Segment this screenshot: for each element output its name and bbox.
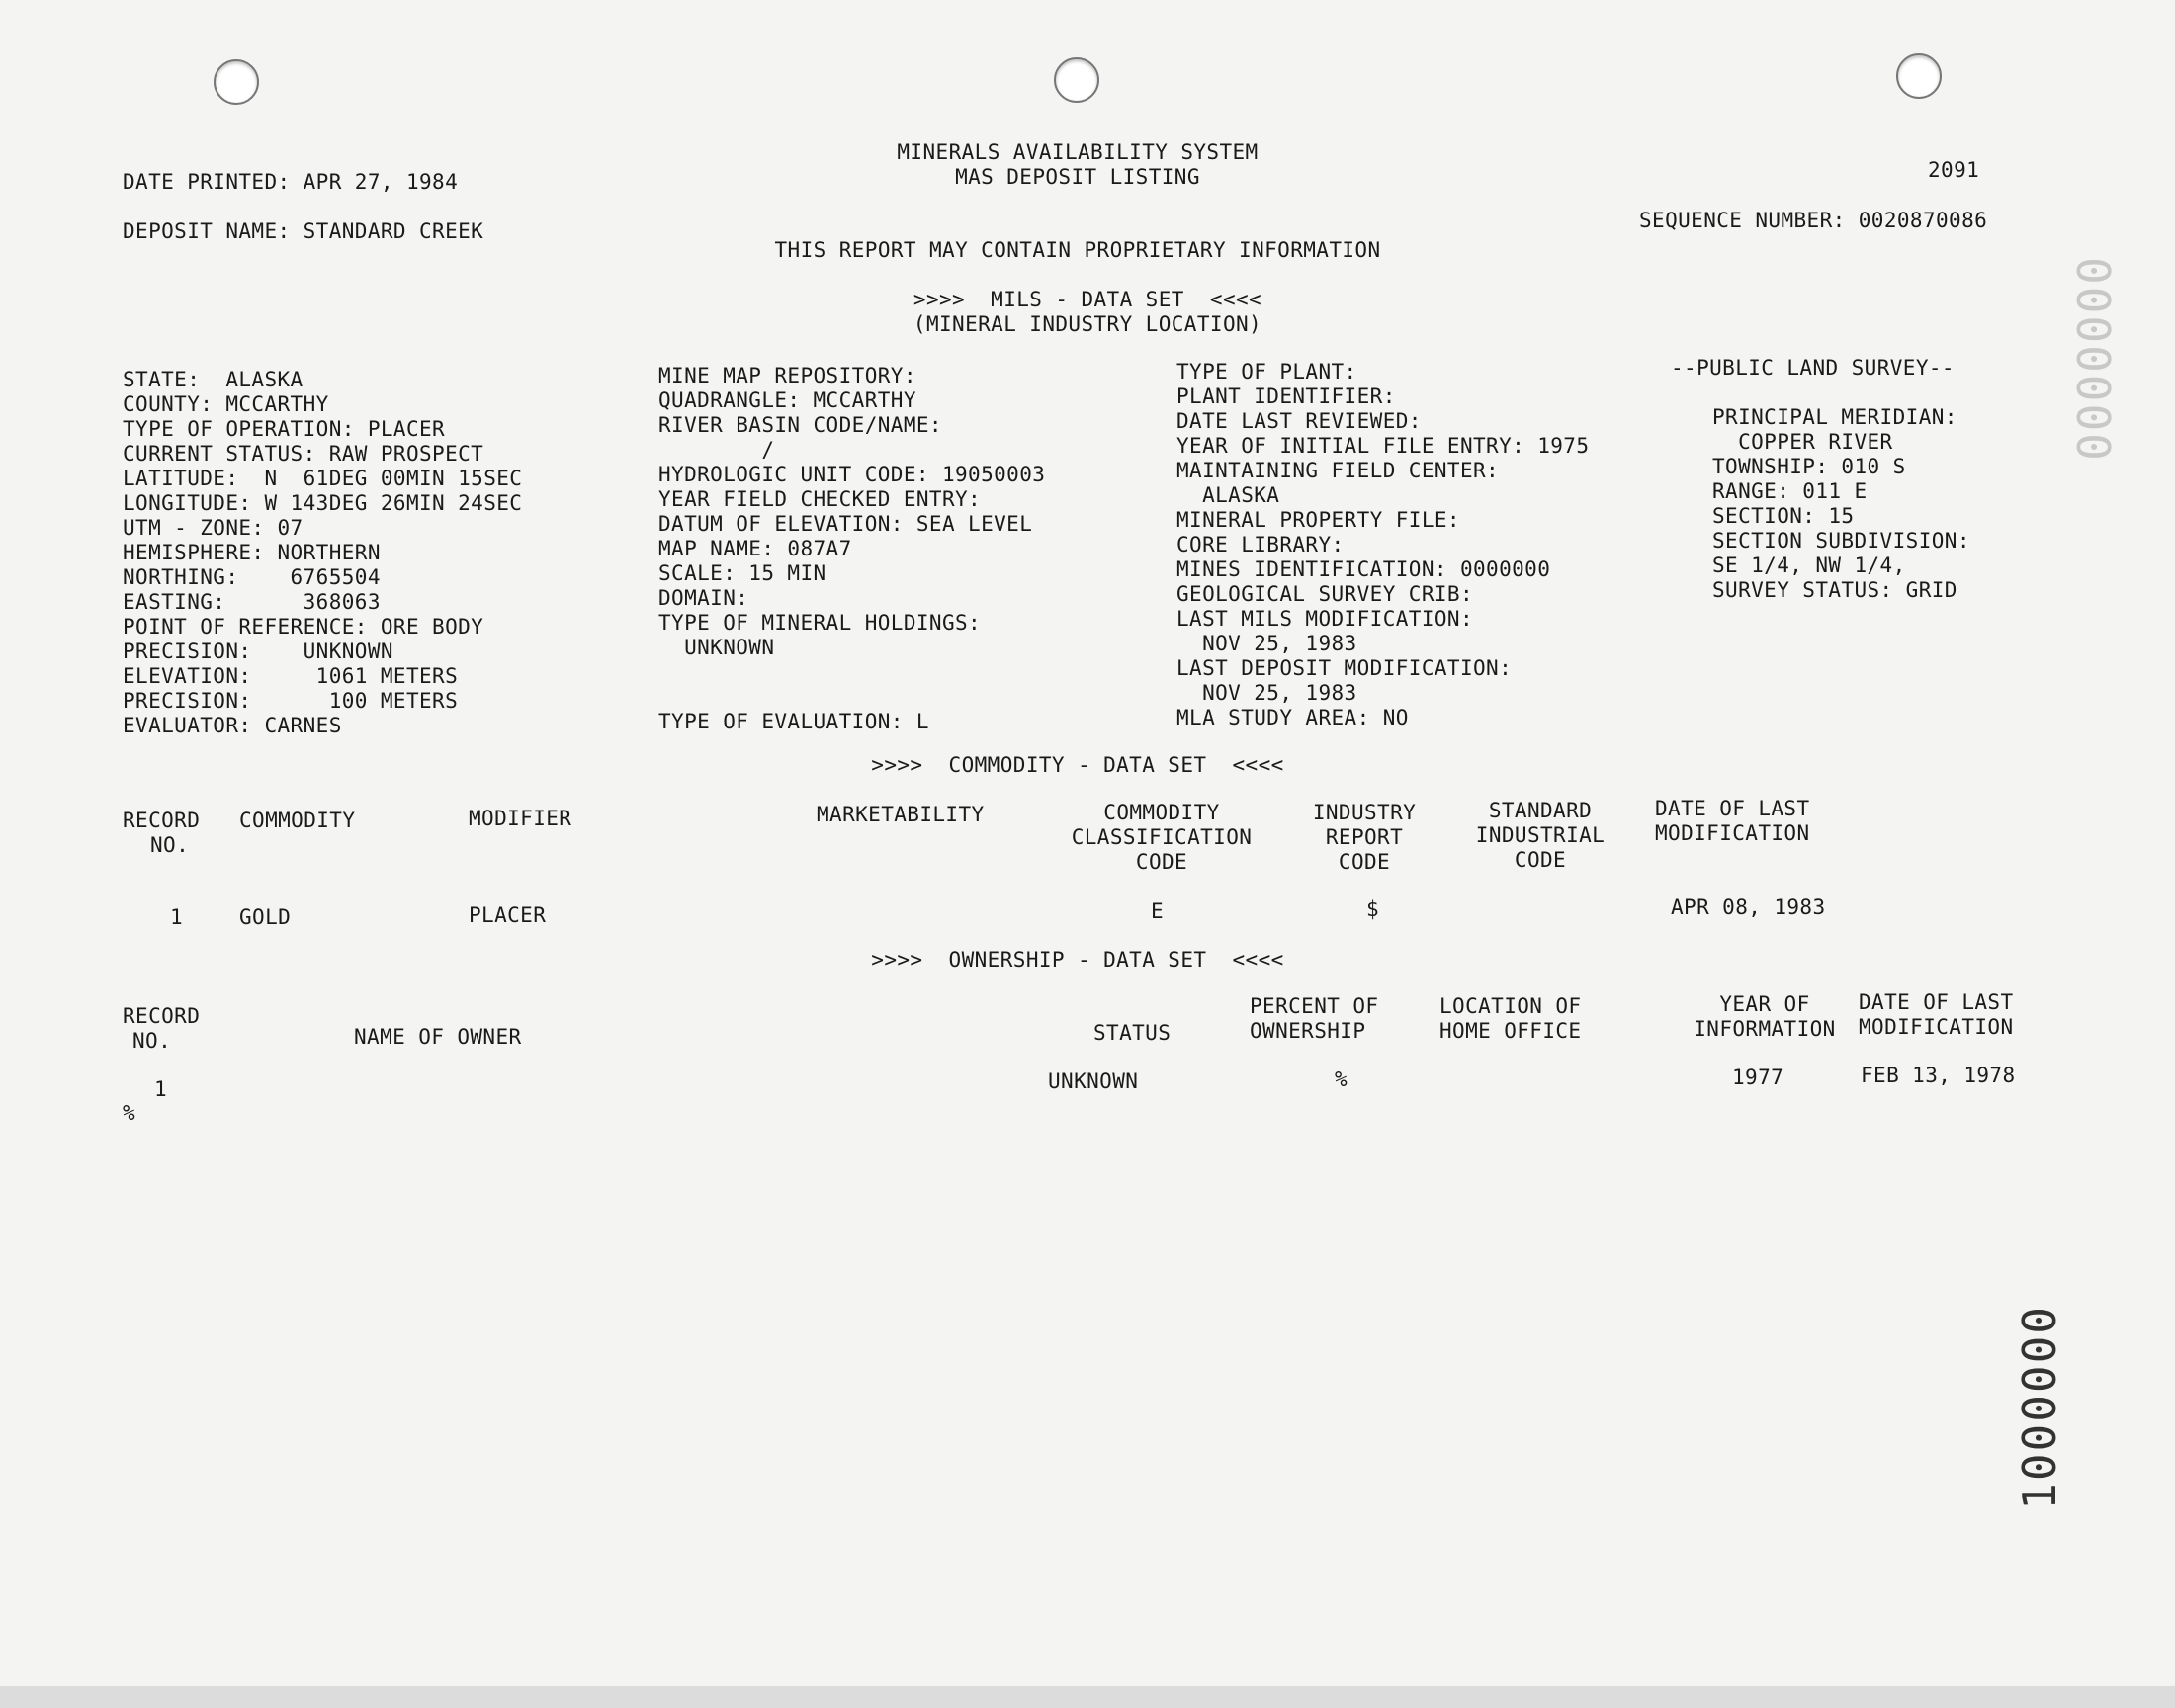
header-line: RECORD: [123, 1004, 201, 1028]
field-line: SE 1/4, NW 1/4,: [1712, 554, 1906, 577]
field-line: DOMAIN:: [658, 586, 749, 610]
page-number: 2091: [1928, 158, 1980, 182]
commodity-row-industry: $: [1366, 897, 1380, 921]
field-line: YEAR FIELD CHECKED ENTRY:: [658, 487, 982, 511]
listing-title: MAS DEPOSIT LISTING: [955, 165, 1200, 189]
field-line: UTM - ZONE: 07: [123, 516, 304, 540]
field-line: MINES IDENTIFICATION: 0000000: [1176, 557, 1551, 581]
ownership-header-lastmod: [1859, 990, 2014, 1040]
commodity-header-classification: [1048, 801, 1275, 875]
public-land-survey-column: [1712, 405, 1970, 603]
field-line: MAP NAME: 087A7: [658, 537, 852, 560]
header-line: CODE: [1514, 848, 1567, 872]
header-line: LOCATION OF: [1439, 994, 1582, 1018]
header-line: OWNERSHIP: [1250, 1019, 1366, 1043]
punch-hole-right: [1896, 53, 1942, 99]
field-line: LATITUDE: N 61DEG 00MIN 15SEC: [123, 467, 523, 490]
field-line: MINERAL PROPERTY FILE:: [1176, 508, 1460, 532]
field-line: /: [658, 438, 775, 462]
field-line: TYPE OF OPERATION: PLACER: [123, 417, 446, 441]
commodity-section-title: >>>> COMMODITY - DATA SET <<<<: [871, 753, 1284, 777]
ownership-row-status: UNKNOWN: [1048, 1069, 1139, 1093]
field-line: QUADRANGLE: MCCARTHY: [658, 388, 916, 412]
mils-section-subtitle: (MINERAL INDUSTRY LOCATION): [913, 312, 1262, 336]
field-line: RANGE: 011 E: [1712, 479, 1868, 503]
field-line: CURRENT STATUS: RAW PROSPECT: [123, 442, 484, 466]
field-line: TYPE OF MINERAL HOLDINGS:: [658, 611, 982, 635]
field-line: PLANT IDENTIFIER:: [1176, 384, 1396, 408]
header-line: YEAR OF: [1719, 992, 1810, 1016]
mils-map-column: [658, 364, 1045, 734]
stamp-number-top: 0000000: [2066, 257, 2120, 463]
punch-hole-center: [1054, 57, 1099, 103]
field-line: SECTION: 15: [1712, 504, 1855, 528]
field-line: SURVEY STATUS: GRID: [1712, 578, 1958, 602]
commodity-row-commodity: GOLD: [239, 905, 292, 929]
field-line: MLA STUDY AREA: NO: [1176, 706, 1409, 729]
deposit-name: DEPOSIT NAME: STANDARD CREEK: [123, 219, 484, 243]
field-line: TYPE OF EVALUATION: L: [658, 710, 929, 733]
header-line: RECORD: [123, 809, 201, 832]
field-line: [658, 685, 1045, 710]
field-line: LAST DEPOSIT MODIFICATION:: [1176, 656, 1513, 680]
header-line: INDUSTRY: [1312, 801, 1417, 824]
commodity-header-industry: [1285, 801, 1443, 875]
field-line: DATUM OF ELEVATION: SEA LEVEL: [658, 512, 1033, 536]
field-line: DATE LAST REVIEWED:: [1176, 409, 1422, 433]
field-line: YEAR OF INITIAL FILE ENTRY: 1975: [1176, 434, 1590, 458]
field-line: SCALE: 15 MIN: [658, 561, 826, 585]
header-line: PERCENT OF: [1250, 994, 1379, 1018]
header-line: CODE: [1135, 850, 1188, 874]
date-printed: DATE PRINTED: APR 27, 1984: [123, 170, 459, 194]
page-bottom-edge: [0, 1686, 2175, 1708]
commodity-header-sic: [1459, 799, 1621, 873]
field-line: CORE LIBRARY:: [1176, 533, 1345, 556]
header-line: STANDARD: [1488, 799, 1593, 822]
field-line: GEOLOGICAL SURVEY CRIB:: [1176, 582, 1473, 606]
header-line: CLASSIFICATION: [1071, 825, 1253, 849]
ownership-header-year: [1681, 992, 1849, 1042]
ownership-section-title: >>>> OWNERSHIP - DATA SET <<<<: [871, 948, 1284, 972]
proprietary-notice: THIS REPORT MAY CONTAIN PROPRIETARY INFORMATION: [774, 238, 1381, 262]
field-line: LAST MILS MODIFICATION:: [1176, 607, 1473, 631]
ownership-header-status: STATUS: [1093, 1021, 1172, 1045]
ownership-row-percent: %: [1335, 1068, 1348, 1091]
header-line: INDUSTRIAL: [1475, 823, 1606, 847]
field-line: UNKNOWN: [658, 636, 775, 659]
field-line: NORTHING: 6765504: [123, 565, 381, 589]
ownership-header-record: [123, 1004, 200, 1054]
field-line: TOWNSHIP: 010 S: [1712, 455, 1906, 478]
header-line: DATE OF LAST: [1655, 797, 1810, 820]
header-line: DATE OF LAST: [1859, 990, 2014, 1014]
stamp-number-bottom: 1000000: [2013, 1305, 2066, 1510]
field-line: HEMISPHERE: NORTHERN: [123, 541, 381, 564]
field-line: HYDROLOGIC UNIT CODE: 19050003: [658, 463, 1046, 486]
system-title: MINERALS AVAILABILITY SYSTEM: [897, 140, 1259, 164]
header-line: CODE: [1338, 850, 1391, 874]
field-line: ALASKA: [1176, 483, 1280, 507]
mils-location-column: [123, 368, 522, 738]
field-line: NOV 25, 1983: [1176, 632, 1357, 655]
commodity-row-classification: E: [1151, 899, 1165, 923]
field-line: SECTION SUBDIVISION:: [1712, 529, 1970, 553]
ownership-header-location: [1439, 994, 1581, 1044]
header-line: HOME OFFICE: [1439, 1019, 1582, 1043]
field-line: STATE: ALASKA: [123, 368, 304, 391]
ownership-header-percent: [1250, 994, 1378, 1044]
mils-section-title: >>>> MILS - DATA SET <<<<: [913, 288, 1262, 311]
field-line: EASTING: 368063: [123, 590, 381, 614]
header-line: REPORT: [1325, 825, 1404, 849]
header-line: NO.: [150, 833, 190, 857]
field-line: POINT OF REFERENCE: ORE BODY: [123, 615, 484, 639]
field-line: EVALUATOR: CARNES: [123, 714, 342, 737]
commodity-row-lastmod: APR 08, 1983: [1671, 896, 1826, 919]
header-line: INFORMATION: [1694, 1017, 1836, 1041]
field-line: LONGITUDE: W 143DEG 26MIN 24SEC: [123, 491, 523, 515]
sequence-number: SEQUENCE NUMBER: 0020870086: [1639, 209, 1988, 232]
field-line: MINE MAP REPOSITORY:: [658, 364, 916, 387]
field-line: TYPE OF PLANT:: [1176, 360, 1357, 384]
commodity-header-commodity: COMMODITY: [239, 809, 356, 832]
field-line: PRECISION: 100 METERS: [123, 689, 459, 713]
header-line: COMMODITY: [1103, 801, 1220, 824]
ownership-header-name: NAME OF OWNER: [354, 1025, 522, 1049]
commodity-row-record: 1: [170, 905, 184, 929]
commodity-header-record: [123, 809, 200, 858]
field-line: ELEVATION: 1061 METERS: [123, 664, 459, 688]
commodity-header-modifier: MODIFIER: [469, 807, 572, 830]
field-line: PRINCIPAL MERIDIAN:: [1712, 405, 1958, 429]
header-line: MODIFICATION: [1655, 821, 1810, 845]
public-land-survey-title: --PUBLIC LAND SURVEY--: [1671, 356, 1955, 380]
field-line: NOV 25, 1983: [1176, 681, 1357, 705]
commodity-header-marketability: MARKETABILITY: [817, 803, 985, 826]
mils-plant-column: [1176, 360, 1589, 730]
field-line: COPPER RIVER: [1712, 430, 1893, 454]
field-line: RIVER BASIN CODE/NAME:: [658, 413, 942, 437]
punch-hole-left: [214, 59, 259, 105]
ownership-row-record: 1: [154, 1077, 168, 1101]
commodity-header-lastmod: [1655, 797, 1810, 846]
field-line: PRECISION: UNKNOWN: [123, 640, 393, 663]
commodity-row-modifier: PLACER: [469, 903, 547, 927]
header-line: NO.: [132, 1029, 172, 1053]
field-line: COUNTY: MCCARTHY: [123, 392, 329, 416]
ownership-row-lastmod: FEB 13, 1978: [1861, 1064, 2016, 1087]
field-line: MAINTAINING FIELD CENTER:: [1176, 459, 1500, 482]
ownership-row-note: %: [123, 1101, 136, 1125]
field-line: [658, 660, 1045, 685]
header-line: MODIFICATION: [1859, 1015, 2014, 1039]
ownership-row-year: 1977: [1732, 1066, 1784, 1089]
